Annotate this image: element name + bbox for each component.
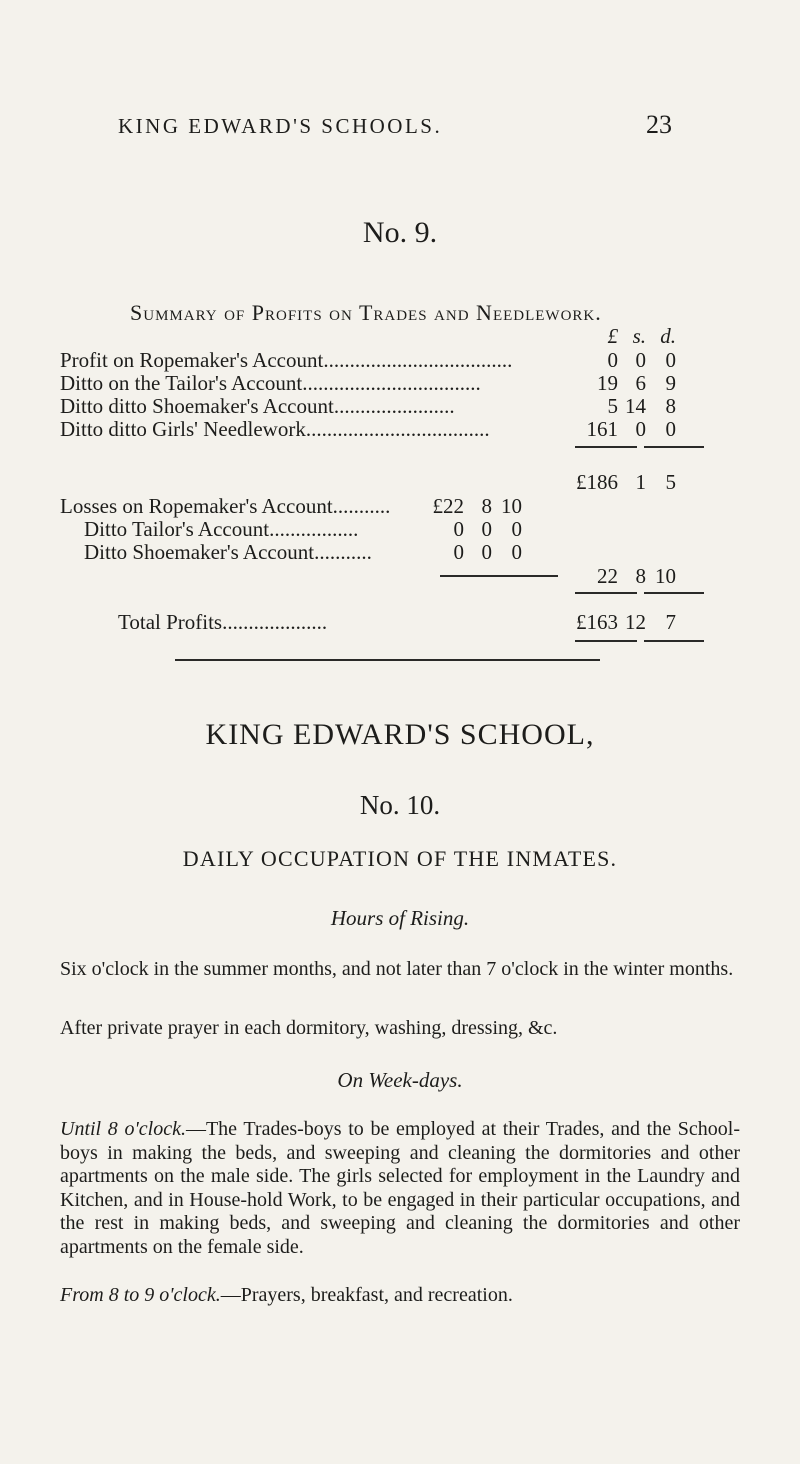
pence-value: 7	[665, 610, 676, 634]
loss-row	[84, 517, 358, 542]
pence-value: 0	[665, 348, 676, 372]
profit-amount	[572, 394, 676, 419]
running-head: KING EDWARD'S SCHOOLS.	[118, 114, 443, 138]
shillings-value: 6	[635, 371, 646, 395]
paragraph-text: —Prayers, breakfast, and recreation.	[220, 1284, 513, 1306]
from8-paragraph	[60, 1284, 740, 1308]
row-label: Profit on Ropemaker's Account	[60, 348, 324, 372]
profit-amount	[572, 371, 676, 396]
double-rule	[575, 640, 637, 642]
paragraph-text: After private prayer in each dormitory, washing, dressing, &c.	[60, 1017, 558, 1039]
profit-row	[60, 348, 512, 373]
loss-amount	[418, 494, 522, 519]
pounds-value: 0	[453, 517, 464, 541]
profit-row	[60, 371, 481, 396]
profit-row	[60, 394, 455, 419]
sum-rule	[644, 592, 704, 594]
row-label: Ditto ditto Shoemaker's Account	[60, 394, 334, 418]
row-label: Ditto ditto Girls' Needlework	[60, 417, 306, 441]
pounds-value: £163	[576, 610, 618, 634]
pounds-value: 161	[586, 417, 618, 441]
pence-value: 10	[655, 564, 676, 588]
section-subtitle: DAILY OCCUPATION OF THE INMATES.	[182, 846, 618, 871]
shillings-value: 0	[635, 348, 646, 372]
section-divider	[175, 659, 600, 661]
shillings-value: 0	[481, 540, 492, 564]
shillings-value: 0	[635, 417, 646, 441]
pounds-value: 22	[597, 564, 618, 588]
pence-header: d.	[660, 324, 676, 348]
leader-dots: .......................	[333, 394, 455, 418]
loss-amount	[418, 540, 522, 565]
leader-dots: ....................	[222, 610, 328, 634]
row-label: Total Profits	[118, 610, 223, 634]
page-number: 23	[646, 110, 672, 139]
paragraph-text: —The Trades-boys to be employed at their Trades, and the School-boys in making the beds, and sweeping and cleaning the dormitories and other apartments on the male side. The girls selected for employment in the Laundry and Kitchen, and in House-hold Work, to be engaged in their particular occupations, and the rest in making beds, and sweeping and cleaning the dormitories and other apartments on the female side.	[60, 1118, 741, 1258]
weekdays-heading: On Week-days.	[337, 1068, 463, 1092]
row-label: Ditto Tailor's Account	[84, 517, 270, 541]
paragraph-lead: From 8 to 9 o'clock.	[60, 1284, 221, 1306]
pounds-value: 19	[597, 371, 618, 395]
pence-value: 9	[665, 371, 676, 395]
pounds-value: £22	[432, 494, 464, 518]
hours-heading: Hours of Rising.	[330, 906, 470, 930]
shillings-header: s.	[632, 324, 646, 348]
loss-amount	[418, 517, 522, 542]
section-number: No. 10.	[359, 790, 441, 820]
losses-rule	[440, 575, 558, 577]
paragraph-lead: Until 8 o'clock.	[60, 1118, 186, 1140]
pounds-header: £	[607, 324, 618, 348]
pence-value: 5	[665, 470, 676, 494]
pounds-value: 0	[453, 540, 464, 564]
profit-row	[60, 417, 490, 442]
leader-dots: ...................................	[305, 417, 490, 441]
profit-amount	[572, 348, 676, 373]
table-number: No. 9.	[362, 216, 438, 249]
pounds-value: 5	[607, 394, 618, 418]
pence-value: 0	[511, 540, 522, 564]
losses-total	[572, 564, 676, 589]
shillings-value: 8	[635, 564, 646, 588]
row-label: Losses on Ropemaker's Account	[60, 494, 333, 518]
leader-dots: ...........	[332, 494, 391, 518]
gross-profit	[572, 470, 676, 495]
pence-value: 0	[665, 417, 676, 441]
shillings-value: 8	[481, 494, 492, 518]
shillings-value: 0	[481, 517, 492, 541]
prayer-paragraph	[60, 1017, 740, 1041]
leader-dots: ..................................	[302, 371, 481, 395]
shillings-value: 14	[625, 394, 646, 418]
total-profits-amount	[572, 610, 676, 635]
sum-rule	[575, 446, 637, 448]
pounds-value: £186	[576, 470, 618, 494]
pence-value: 0	[511, 517, 522, 541]
leader-dots: ...........	[314, 540, 372, 564]
leader-dots: .................	[269, 517, 359, 541]
sum-rule	[575, 592, 637, 594]
table-title: Summary of Profits on Trades and Needlework.	[130, 300, 602, 325]
pence-value: 10	[501, 494, 522, 518]
school-title: KING EDWARD'S SCHOOL,	[205, 718, 595, 751]
column-headers	[572, 324, 676, 349]
total-profits-row	[118, 610, 327, 635]
row-label: Ditto Shoemaker's Account	[84, 540, 315, 564]
until8-paragraph	[60, 1118, 740, 1259]
leader-dots: ....................................	[323, 348, 513, 372]
paragraph-text: Six o'clock in the summer months, and not later than 7 o'clock in the winter months.	[60, 958, 734, 980]
shillings-value: 1	[635, 470, 646, 494]
double-rule	[644, 640, 704, 642]
loss-row	[84, 540, 372, 565]
rising-paragraph	[60, 958, 740, 982]
row-label: Ditto on the Tailor's Account	[60, 371, 303, 395]
loss-row	[60, 494, 390, 519]
sum-rule	[644, 446, 704, 448]
profit-amount	[572, 417, 676, 442]
pence-value: 8	[665, 394, 676, 418]
shillings-value: 12	[625, 610, 646, 634]
pounds-value: 0	[607, 348, 618, 372]
